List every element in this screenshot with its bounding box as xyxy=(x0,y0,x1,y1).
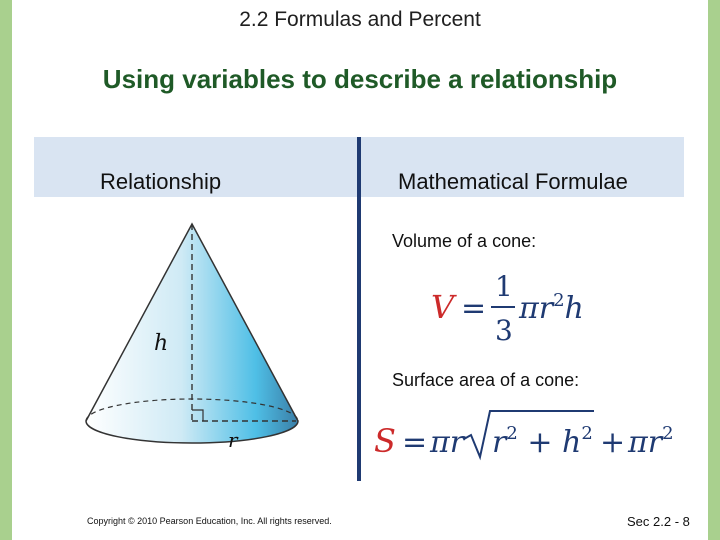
equals-sign: = xyxy=(402,425,428,460)
cone-radius-label: r xyxy=(228,428,238,452)
cone-height-label: h xyxy=(154,331,169,356)
column-divider xyxy=(357,137,361,481)
plus-sign: + xyxy=(600,425,626,460)
column-header-relationship: Relationship xyxy=(100,169,222,194)
column-header-formulae: Mathematical Formulae xyxy=(398,169,628,194)
section-page-number: Sec 2.2 - 8 xyxy=(627,514,690,529)
surface-variable-s: S xyxy=(374,422,396,460)
volume-caption: Volume of a cone: xyxy=(392,231,537,251)
volume-formula xyxy=(425,262,600,352)
equals-sign: = xyxy=(461,291,487,326)
surface-area-caption: Surface area of a cone: xyxy=(392,370,580,390)
cone-illustration xyxy=(78,218,308,453)
slide-main-title: Using variables to describe a relationship xyxy=(102,64,618,94)
fraction-denominator: 3 xyxy=(495,314,513,347)
volume-variable-v: V xyxy=(431,288,455,326)
copyright-notice: Copyright © 2010 Pearson Education, Inc. All rights reserved. xyxy=(87,516,332,526)
pi-r-term: πr xyxy=(430,425,465,460)
slide-section-title: 2.2 Formulas and Percent xyxy=(239,8,481,31)
surface-area-formula xyxy=(372,405,692,465)
fraction-numerator: 1 xyxy=(495,270,513,303)
pi-r-squared-term: $\pi r^2$ xyxy=(628,423,674,460)
formula-volume-body: $\pi r^2h$ xyxy=(519,290,584,326)
radicand: $r^2 + h^2$ xyxy=(492,423,593,460)
